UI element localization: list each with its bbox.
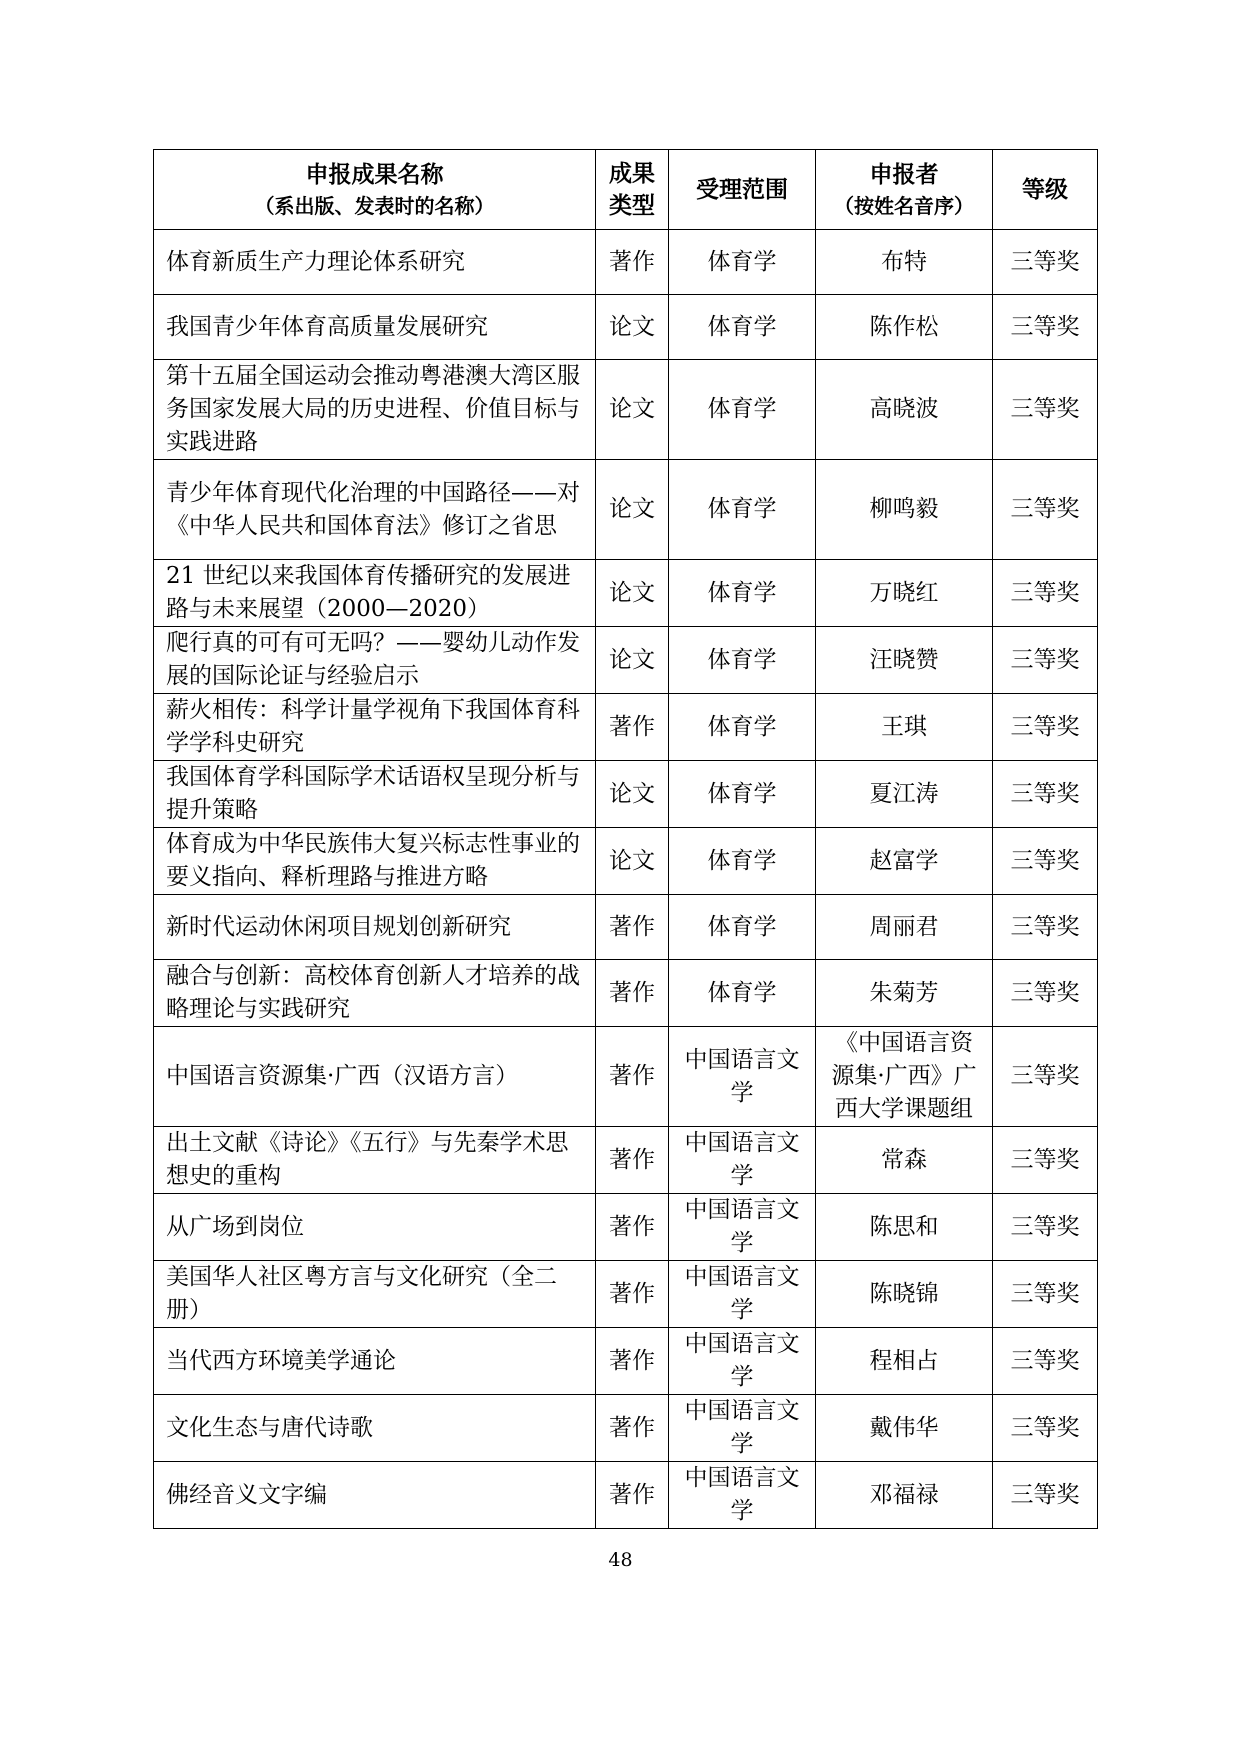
cell-grade: 三等奖 (993, 1261, 1098, 1328)
cell-title: 21 世纪以来我国体育传播研究的发展进路与未来展望（2000—2020） (154, 560, 596, 627)
table-header-row (154, 150, 1098, 230)
cell-title: 当代西方环境美学通论 (154, 1328, 596, 1395)
cell-scope: 中国语言文学 (669, 1462, 816, 1529)
cell-scope: 体育学 (669, 627, 816, 694)
table-row (154, 828, 1098, 895)
cell-applicant: 柳鸣毅 (816, 460, 993, 560)
table-row (154, 694, 1098, 761)
cell-type: 著作 (596, 1328, 669, 1395)
cell-title: 新时代运动休闲项目规划创新研究 (154, 895, 596, 960)
cell-grade: 三等奖 (993, 1462, 1098, 1529)
cell-grade: 三等奖 (993, 761, 1098, 828)
cell-grade: 三等奖 (993, 1194, 1098, 1261)
cell-applicant: 高晓波 (816, 360, 993, 460)
table-row (154, 1462, 1098, 1529)
cell-type: 著作 (596, 1194, 669, 1261)
cell-applicant: 陈思和 (816, 1194, 993, 1261)
cell-applicant: 赵富学 (816, 828, 993, 895)
cell-applicant: 戴伟华 (816, 1395, 993, 1462)
cell-scope: 中国语言文学 (669, 1395, 816, 1462)
header-grade-label: 等级 (1022, 175, 1068, 203)
cell-scope: 体育学 (669, 360, 816, 460)
cell-scope: 中国语言文学 (669, 1261, 816, 1328)
cell-grade: 三等奖 (993, 694, 1098, 761)
page-number: 48 (608, 1549, 633, 1571)
cell-title: 薪火相传：科学计量学视角下我国体育科学学科史研究 (154, 694, 596, 761)
header-name (154, 150, 596, 230)
cell-type: 论文 (596, 627, 669, 694)
cell-title: 出土文献《诗论》《五行》与先秦学术思想史的重构 (154, 1127, 596, 1194)
table-row (154, 895, 1098, 960)
cell-scope: 中国语言文学 (669, 1328, 816, 1395)
cell-grade: 三等奖 (993, 360, 1098, 460)
cell-type: 著作 (596, 694, 669, 761)
cell-grade: 三等奖 (993, 560, 1098, 627)
cell-title: 体育成为中华民族伟大复兴标志性事业的要义指向、释析理路与推进方略 (154, 828, 596, 895)
cell-title: 中国语言资源集·广西（汉语方言） (154, 1027, 596, 1127)
cell-scope: 体育学 (669, 560, 816, 627)
cell-type: 著作 (596, 1462, 669, 1529)
cell-applicant: 布特 (816, 230, 993, 295)
cell-grade: 三等奖 (993, 960, 1098, 1027)
cell-type: 论文 (596, 460, 669, 560)
cell-scope: 体育学 (669, 295, 816, 360)
cell-grade: 三等奖 (993, 895, 1098, 960)
cell-scope: 体育学 (669, 895, 816, 960)
table-row (154, 1261, 1098, 1328)
cell-scope: 体育学 (669, 960, 816, 1027)
cell-title: 我国青少年体育高质量发展研究 (154, 295, 596, 360)
cell-title: 文化生态与唐代诗歌 (154, 1395, 596, 1462)
table-row (154, 627, 1098, 694)
table-row (154, 960, 1098, 1027)
cell-scope: 体育学 (669, 828, 816, 895)
awards-table (153, 149, 1098, 1529)
cell-type: 著作 (596, 1261, 669, 1328)
table-row (154, 1194, 1098, 1261)
cell-type: 论文 (596, 360, 669, 460)
cell-grade: 三等奖 (993, 1395, 1098, 1462)
header-name-sub: （系出版、发表时的名称） (254, 193, 495, 218)
cell-title: 第十五届全国运动会推动粤港澳大湾区服务国家发展大局的历史进程、价值目标与实践进路 (154, 360, 596, 460)
cell-applicant: 陈晓锦 (816, 1261, 993, 1328)
cell-title: 佛经音义文字编 (154, 1462, 596, 1529)
table-row (154, 230, 1098, 295)
header-scope-label: 受理范围 (696, 175, 788, 203)
cell-grade: 三等奖 (993, 1027, 1098, 1127)
cell-title: 爬行真的可有可无吗？——婴幼儿动作发展的国际论证与经验启示 (154, 627, 596, 694)
header-scope (669, 150, 816, 230)
cell-type: 著作 (596, 230, 669, 295)
cell-title: 从广场到岗位 (154, 1194, 596, 1261)
cell-title: 融合与创新：高校体育创新人才培养的战略理论与实践研究 (154, 960, 596, 1027)
table-row (154, 761, 1098, 828)
cell-scope: 体育学 (669, 230, 816, 295)
cell-scope: 体育学 (669, 694, 816, 761)
table-row (154, 1328, 1098, 1395)
header-type (596, 150, 669, 230)
cell-type: 论文 (596, 828, 669, 895)
cell-applicant: 朱菊芳 (816, 960, 993, 1027)
cell-type: 论文 (596, 560, 669, 627)
cell-title: 体育新质生产力理论体系研究 (154, 230, 596, 295)
cell-type: 著作 (596, 1395, 669, 1462)
table-row (154, 1395, 1098, 1462)
cell-scope: 中国语言文学 (669, 1194, 816, 1261)
cell-applicant: 陈作松 (816, 295, 993, 360)
cell-applicant: 王琪 (816, 694, 993, 761)
header-applicant (816, 150, 993, 230)
cell-applicant: 周丽君 (816, 895, 993, 960)
cell-grade: 三等奖 (993, 230, 1098, 295)
header-applicant-main: 申报者 (869, 160, 939, 188)
cell-scope: 中国语言文学 (669, 1027, 816, 1127)
table-row (154, 460, 1098, 560)
header-type-line1: 成果 (609, 159, 655, 187)
table-row (154, 1027, 1098, 1127)
cell-scope: 体育学 (669, 460, 816, 560)
header-type-line2: 类型 (609, 191, 655, 219)
table-row (154, 560, 1098, 627)
cell-applicant: 邓福禄 (816, 1462, 993, 1529)
table-row (154, 1127, 1098, 1194)
cell-type: 著作 (596, 1027, 669, 1127)
table-row (154, 360, 1098, 460)
header-applicant-sub: （按姓名音序） (834, 193, 974, 218)
cell-scope: 体育学 (669, 761, 816, 828)
cell-grade: 三等奖 (993, 1127, 1098, 1194)
cell-type: 著作 (596, 895, 669, 960)
cell-grade: 三等奖 (993, 460, 1098, 560)
cell-title: 我国体育学科国际学术话语权呈现分析与提升策略 (154, 761, 596, 828)
cell-applicant: 程相占 (816, 1328, 993, 1395)
header-name-main: 申报成果名称 (305, 160, 444, 188)
cell-scope: 中国语言文学 (669, 1127, 816, 1194)
cell-applicant: 《中国语言资源集·广西》广西大学课题组 (816, 1027, 993, 1127)
cell-grade: 三等奖 (993, 627, 1098, 694)
cell-applicant: 汪晓赞 (816, 627, 993, 694)
header-grade (993, 150, 1098, 230)
cell-title: 美国华人社区粤方言与文化研究（全二册） (154, 1261, 596, 1328)
cell-grade: 三等奖 (993, 295, 1098, 360)
cell-applicant: 万晓红 (816, 560, 993, 627)
cell-grade: 三等奖 (993, 1328, 1098, 1395)
cell-applicant: 夏江涛 (816, 761, 993, 828)
cell-type: 著作 (596, 1127, 669, 1194)
cell-title: 青少年体育现代化治理的中国路径——对《中华人民共和国体育法》修订之省思 (154, 460, 596, 560)
cell-type: 论文 (596, 295, 669, 360)
cell-grade: 三等奖 (993, 828, 1098, 895)
cell-type: 著作 (596, 960, 669, 1027)
cell-applicant: 常森 (816, 1127, 993, 1194)
cell-type: 论文 (596, 761, 669, 828)
table-row (154, 295, 1098, 360)
